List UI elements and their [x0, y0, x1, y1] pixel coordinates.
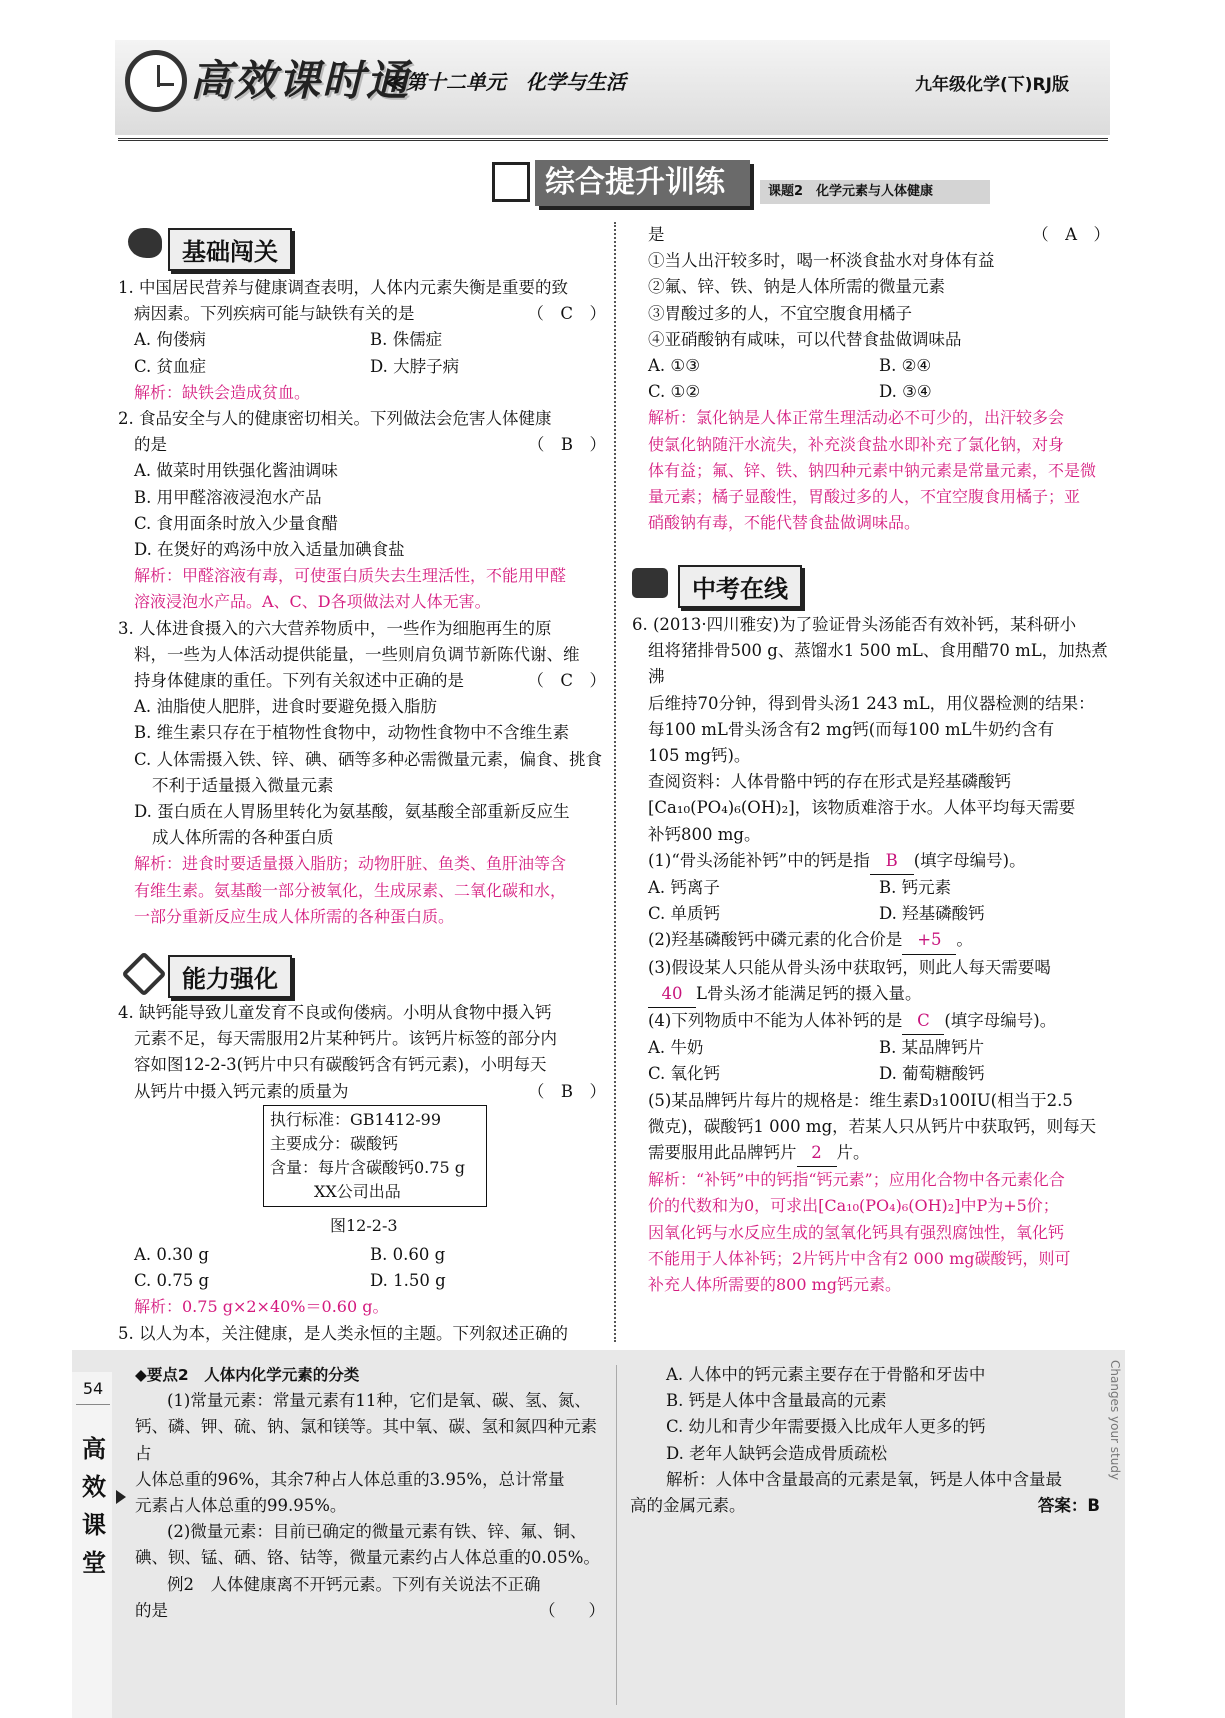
pencil-icon: [492, 162, 530, 202]
q1-option-c: C. 贫血症: [134, 356, 207, 376]
q3-option-a: A. 油脂使人肥胖，进食时要避免摄入脂肪: [134, 697, 437, 717]
vertical-slogan: Changes your study: [1108, 1360, 1122, 1481]
camera-icon: [632, 568, 668, 598]
example-answer: 答案：B: [1037, 1496, 1100, 1516]
q2-stem: 2. 食品安全与人的健康密切相关。下列做法会危害人体健康: [118, 409, 552, 429]
q6-explanation: 解析：“补钙”中的钙指“钙元素”；应用化合物中各元素化合: [648, 1170, 1065, 1190]
q6-part5-answer: 2: [797, 1140, 837, 1167]
bottom-divider: [616, 1365, 617, 1705]
q3-answer: （ C ）: [527, 671, 606, 691]
q3-explanation-1: 解析：进食时要适量摄入脂肪；动物肝脏、鱼类、鱼肝油等含: [134, 854, 567, 874]
q6-block: 6. (2013·四川雅安)为了验证骨头汤能否有效补钙，某科研小 组将猪排骨500 g、蒸馏水1 500 mL、食用醋70 mL，加热煮沸 后维持70分钟，得到骨头汤1 243 mL，用仪器检测的结果： 每100 mL骨头汤含有2 mg钙(而每100 mL牛奶约含有 105 mg钙)。 查阅资料：人体骨骼中钙的存在形式是羟基磷酸钙 [Ca₁₀(PO₄)₆(OH)₂]，该物质难溶于水。人体平均每天需要 补钙800 mg。 (1)“骨头汤能补钙”中的钙是指 B (填字母编号)。 A. 钙离子 B. 钙元素 C. 单质钙 D. 羟基磷酸钙 (2)羟基磷酸钙中磷元素的化合价是 +5 。 (3)假设某人只能从骨头汤中获取钙，则此人每天需要喝 40 L骨头汤才能满足钙的摄入量。 (4)下列物质中不能为人体补钙的是 C (填字母编号)。 A. 牛奶 B. 某品牌钙片 C. 氧化钙 D. 葡萄糖酸钙 (5)某品牌钙片每片的规格是：维生素D₃100IU(相当于2.5 微克)，碳酸钙1 000 mg，若某人只从钙片中获取钙，则每天 需要服用此品牌钙片 2 片。 解析：“补钙”中的钙指“钙元素”；应用化合物中各元素化合 价的代数和为0，可求出[Ca₁₀(PO₄)₆(OH)₂]中P为+5价； 因氧化钙与水反应生成的氢氧化钙具有强烈腐蚀性，氧化钙 不能用于人体补钙；2片钙片中含有2 000 mg碳酸钙，则可 补充人体所需要的800 mg钙元素。: [632, 612, 1110, 1298]
q4-answer: （ B ）: [527, 1081, 606, 1101]
section-subtitle: 课题2 化学元素与人体健康: [760, 180, 990, 204]
q3-option-d: D. 蛋白质在人胃肠里转化为氨基酸，氨基酸全部重新反应生: [134, 802, 570, 822]
q5-explanation: 解析：氯化钠是人体正常生理活动必不可少的，出汗较多会: [648, 408, 1065, 428]
q1-option-d: D. 大脖子病: [370, 356, 460, 376]
q2-explanation-2: 溶液浸泡水产品。A、C、D各项做法对人体无害。: [134, 592, 491, 612]
q2-option-b: B. 用甲醛溶液浸泡水产品: [134, 487, 322, 507]
q4-options: A. 0.30 g B. 0.60 g C. 0.75 g D. 1.50 g 解析：0.75 g×2×40%＝0.60 g。 5. 以人为本，关注健康，是人类永恒的主题。下列叙述正确的: [118, 1242, 606, 1347]
q2-explanation-1: 解析：甲醛溶液有毒，可使蛋白质失去生理活性，不能用甲醛: [134, 566, 567, 586]
bird-icon: [128, 228, 162, 258]
q2-answer: （ B ）: [527, 435, 606, 455]
q1-stem: 1. 中国居民营养与健康调查表明，人体内元素失衡是重要的致: [118, 278, 568, 297]
section-banner: 综合提升训练: [535, 160, 750, 206]
logo-title: 高效课时通: [190, 56, 411, 105]
triangle-arrow-icon: [116, 1490, 126, 1504]
section-basic: 基础闯关: [168, 228, 292, 271]
q5-answer: （ A ）: [1032, 225, 1110, 244]
unit-title: ≪第十二单元 化学与生活: [385, 70, 626, 94]
bottom-right-text: A. 人体中的钙元素主要存在于骨骼和牙齿中 B. 钙是人体中含量最高的元素 C. 幼儿和青少年需要摄入比成年人更多的钙 D. 老年人缺钙会造成骨质疏松 解析：人体中含量最高的元素是氧，钙是人体中含量最 高的金属元素。 答案：B: [630, 1362, 1100, 1519]
q1-option-b: B. 侏儒症: [370, 330, 443, 350]
q3-option-c: C. 人体需摄入铁、锌、碘、硒等多种必需微量元素，偏食、挑食: [134, 749, 603, 769]
q6-part4-answer: C: [902, 1008, 944, 1035]
q2-option-c: C. 食用面条时放入少量食醋: [134, 513, 339, 533]
q2-option-d: D. 在煲好的鸡汤中放入适量加碘食盐: [134, 540, 405, 560]
keypoint-title: ◆要点2 人体内化学元素的分类: [135, 1366, 360, 1384]
tools-icon: [121, 951, 166, 996]
q6-part2-answer: +5: [902, 927, 956, 954]
q6-part1-answer: B: [870, 848, 914, 875]
q6-stem: 6. (2013·四川雅安)为了验证骨头汤能否有效补钙，某科研小: [632, 615, 1077, 634]
q2-option-a: A. 做菜时用铁强化酱油调味: [134, 461, 338, 481]
grade-label: 九年级化学(下)RJ版: [915, 75, 1069, 95]
header-rule: [118, 138, 1108, 141]
q6-part3-answer: 40: [648, 981, 696, 1008]
left-column-lower: 4. 缺钙能导致儿童发育不良或佝偻病。小明从食物中摄入钙 元素不足，每天需服用2片某种钙片。该钙片标签的部分内 容如图12-2-3(钙片中只有碳酸钙含有钙元素)，小明每天 从钙片中摄入钙元素的质量为 （ B ）: [118, 1000, 606, 1105]
q1-explanation: 解析：缺铁会造成贫血。: [134, 382, 311, 402]
section-exam: 中考在线: [678, 565, 802, 608]
left-column: 1. 中国居民营养与健康调查表明，人体内元素失衡是重要的致 病因素。下列疾病可能与缺铁有关的是 （ C ） A. 佝偻病 B. 侏儒症 C. 贫血症 D. 大脖子病 解析：缺铁会造成贫血。 2. 食品安全与人的健康密切相关。下列做法会危害人体健康 的是 （ B ） A. 做菜时用铁强化酱油调味 B. 用甲醛溶液浸泡水产品 C. 食用面条时放入少量食醋 D. 在煲好的鸡汤中放入适量加碘食盐 解析：甲醛溶液有毒，可使蛋白质失去生理活性，不能用甲醛 溶液浸泡水产品。A、C、D各项做法对人体无害。 3. 人体进食摄入的六大营养物质中，一些作为细胞再生的原 料，一些为人体活动提供能量，一些则肩负调节新陈代谢、维 持身体健康的重任。下列有关叙述中正确的是 （ C ） A. 油脂使人肥胖，进食时要避免摄入脂肪 B. 维生素只存在于植物性食物中，动物性食物中不含维生素 C. 人体需摄入铁、锌、碘、硒等多种必需微量元素，偏食、挑食 不利于适量摄入微量元素 D. 蛋白质在人胃肠里转化为氨基酸，氨基酸全部重新反应生 成人体所需的各种蛋白质 解析：进食时要适量摄入脂肪；动物肝脏、鱼类、鱼肝油等含 有维生素。氨基酸一部分被氧化，生成尿素、二氧化碳和水， 一部分重新反应生成人体所需的各种蛋白质。: [118, 275, 606, 930]
bottom-left-text: ◆要点2 人体内化学元素的分类 (1)常量元素：常量元素有11种，它们是氧、碳、氢、氮、 钙、磷、钾、硫、钠、氯和镁等。其中氧、碳、氢和氮四种元素占 人体总重的96%，其余7种占人体总重的3.95%，总计常量 元素占人体总重的99.95%。 (2)微量元素：目前已确定的微量元素有铁、锌、氟、铜、 碘、钡、锰、硒、铬、钴等，微量元素约占人体总重的0.05%。 例2 人体健康离不开钙元素。下列有关说法不正确 的是 （ ）: [135, 1362, 605, 1624]
q4-stem-1: 4. 缺钙能导致儿童发育不良或佝偻病。小明从食物中摄入钙: [118, 1003, 552, 1022]
side-label: 高 效 课 堂: [82, 1435, 106, 1577]
q3-option-b: B. 维生素只存在于植物性食物中，动物性食物中不含维生素: [134, 723, 570, 743]
alarm-clock-icon: [125, 50, 187, 112]
q5-stem-1: 5. 以人为本，关注健康，是人类永恒的主题。下列叙述正确的: [118, 1323, 568, 1343]
q3-stem-2: 料，一些为人体活动提供能量，一些则肩负调节新陈代谢、维: [134, 644, 580, 664]
figure-caption: 图12-2-3: [330, 1216, 398, 1235]
q1-option-a: A. 佝偻病: [134, 330, 206, 350]
column-divider: [614, 222, 616, 1342]
right-column: 是 （ A ） ①当人出汗较多时，喝一杯淡食盐水对身体有益 ②氟、锌、铁、钠是人体所需的微量元素 ③胃酸过多的人，不宜空腹食用橘子 ④亚硝酸钠有咸味，可以代替食盐做调味品 A. ①③ B. ②④ C. ①② D. ③④ 解析：氯化钠是人体正常生理活动必不可少的，出汗较多会 使氯化钠随汗水流失，补充淡食盐水即补充了氯化钠，对身 体有益；氟、锌、铁、钠四种元素中钠元素是常量元素，不是微 量元素；橘子显酸性，胃酸过多的人，不宜空腹食用橘子；亚 硝酸钠有毒，不能代替食盐做调味品。: [648, 222, 1110, 536]
section-ability: 能力强化: [168, 955, 292, 998]
calcium-label-figure: 执行标准：GB1412-99 主要成分：碳酸钙 含量：每片含碳酸钙0.75 g XX公司出品: [263, 1105, 487, 1207]
q3-stem-1: 3. 人体进食摄入的六大营养物质中，一些作为细胞再生的原: [118, 618, 552, 638]
page-number: 54: [76, 1374, 110, 1405]
q1-answer: （ C ）: [527, 304, 606, 324]
example-stem: 例2 人体健康离不开钙元素。下列有关说法不正确: [167, 1574, 541, 1594]
q4-explanation: 解析：0.75 g×2×40%＝0.60 g。: [134, 1297, 389, 1317]
